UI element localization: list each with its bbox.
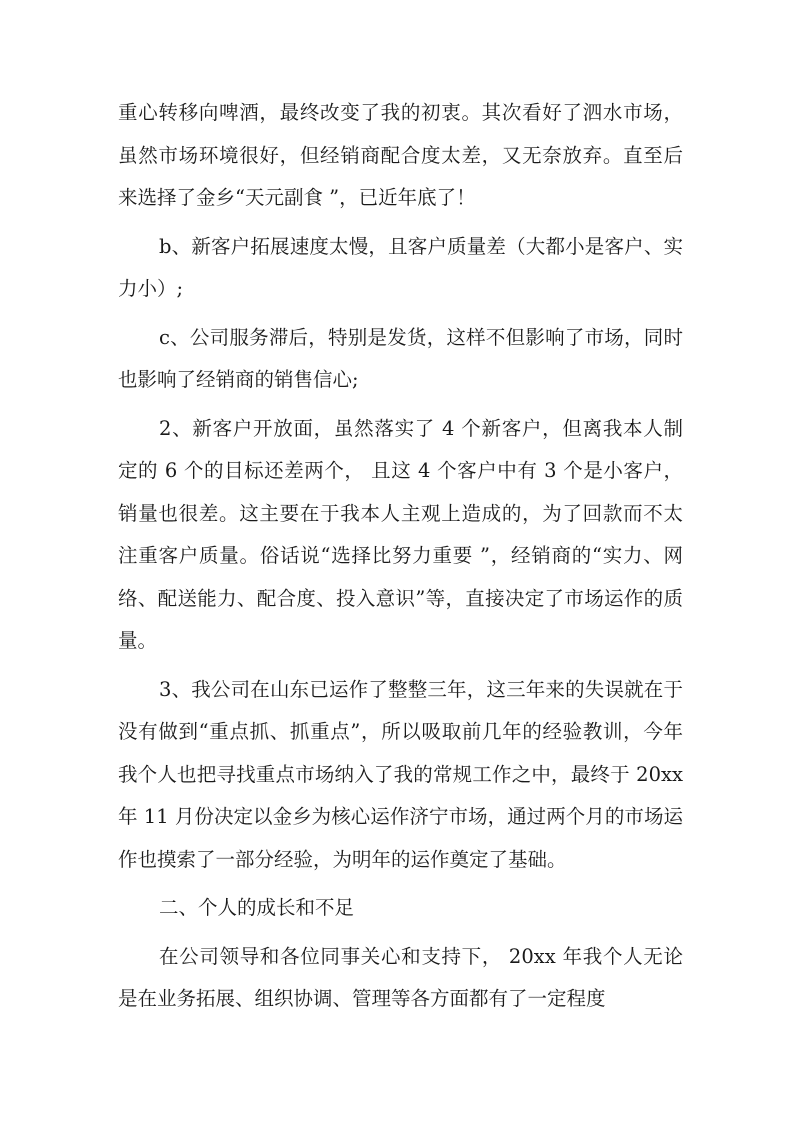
paragraph-personal-growth: 在公司领导和各位同事关心和支持下， 20xx 年我个人无论是在业务拓展、组织协调、管理等各方面都有了一定程度: [118, 944, 683, 1010]
paragraph-item-b: b、新客户拓展速度太慢，且客户质量差（大都小是客户、实力小）;: [118, 234, 683, 300]
paragraph-item-3: 3、我公司在山东已运作了整整三年，这三年来的失误就在于没有做到“重点抓、抓重点”，所以吸取前几年的经验教训，今年我个人也把寻找重点市场纳入了我的常规工作之中，最终于 20xx 年 11 月份决定以金乡为核心运作济宁市场，通过两个月的市场运作也摸索了一部分经验，为明年的运作奠定了基础。: [118, 677, 683, 871]
paragraph-item-c: c、公司服务滞后，特别是发货，这样不但影响了市场，同时也影响了经销商的销售信心;: [118, 325, 683, 391]
paragraph-item-2: 2、新客户开放面，虽然落实了 4 个新客户，但离我本人制定的 6 个的目标还差两个， 且这 4 个客户中有 3 个是小客户，销量也很差。这主要在于我本人主观上造成的，为了回款而不太注重客户质量。俗话说“选择比努力重要 ”，经销商的“实力、网络、配送能力、配合度、投入意识”等，直接决定了市场运作的质量。: [118, 416, 683, 652]
section-heading-personal-growth: 二、个人的成长和不足: [159, 896, 355, 919]
document-body: [118, 92, 683, 1021]
paragraph-continued-text: 重心转移向啤酒，最终改变了我的初衷。其次看好了泗水市场，虽然市场环境很好，但经销商配合度太差，又无奈放弃。直至后来选择了金乡“天元副食 ”，已近年底了！: [118, 101, 683, 209]
